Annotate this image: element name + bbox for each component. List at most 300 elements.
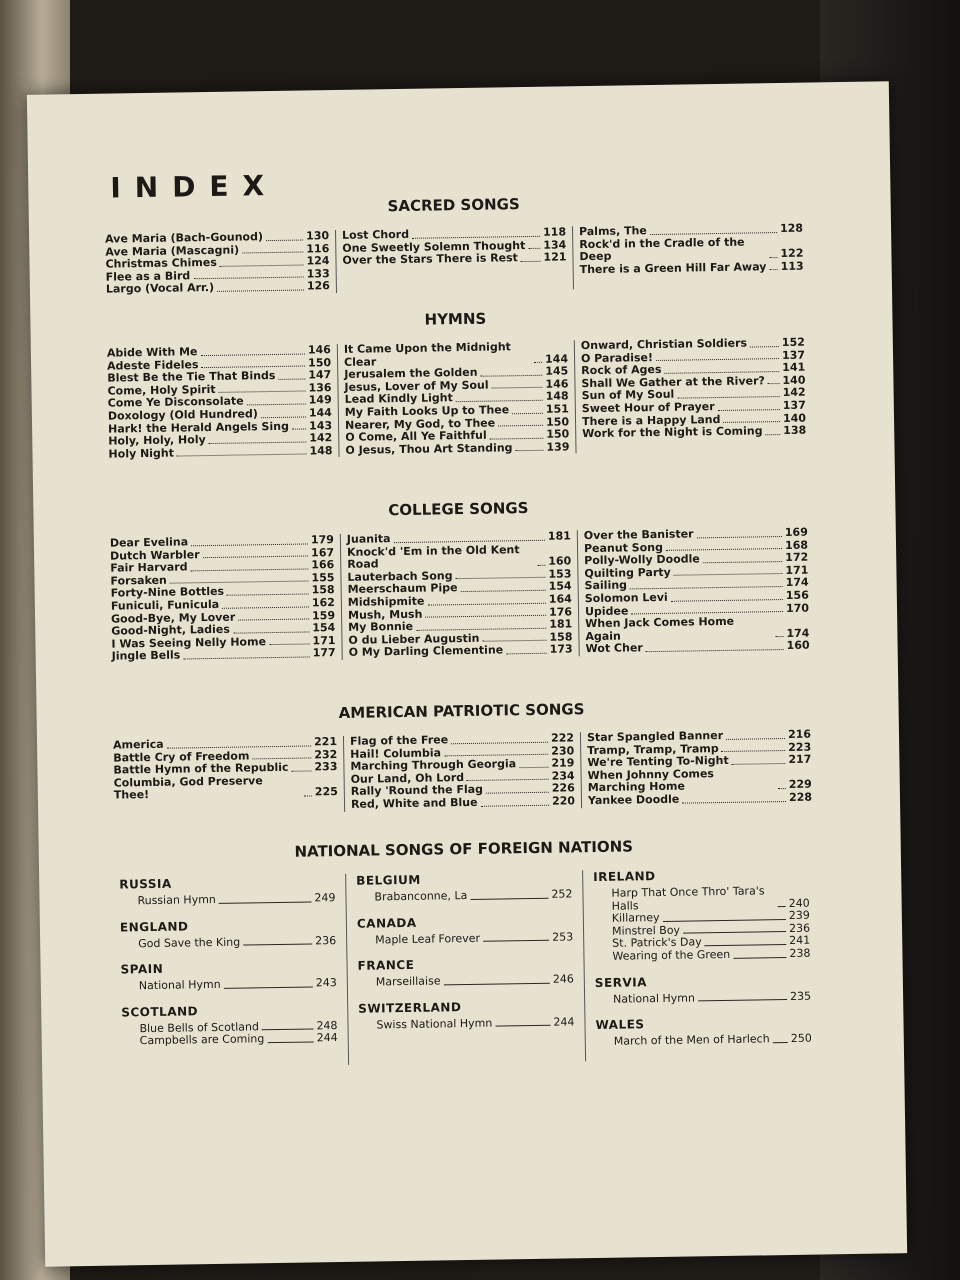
song-title: National Hymn	[138, 978, 221, 993]
dot-leader	[203, 556, 309, 559]
song-title: One Sweetly Solemn Thought	[342, 238, 526, 255]
song-title: Lead Kindly Light	[344, 391, 453, 407]
dot-leader	[170, 581, 309, 584]
section-national-songs-of-foreign-nations	[109, 834, 822, 1068]
page-number: 235	[789, 989, 812, 1003]
page-number: 250	[790, 1031, 812, 1046]
index-entry	[588, 766, 812, 795]
page-number: 217	[788, 752, 812, 767]
song-title: Flee as a Bird	[105, 269, 191, 284]
index-page	[27, 81, 907, 1266]
song-title: Christmas Chimes	[105, 256, 217, 271]
page-number: 133	[306, 266, 330, 281]
song-title: O Jesus, Thou Art Standing	[345, 441, 513, 457]
dot-leader	[778, 906, 786, 907]
page-number: 113	[780, 259, 804, 273]
dot-leader	[486, 792, 549, 794]
dot-leader	[193, 277, 303, 280]
page-number: 134	[543, 237, 567, 252]
song-title: Upidee	[584, 604, 629, 618]
dot-leader	[461, 590, 546, 592]
page-number: 171	[312, 633, 336, 648]
index-entry	[585, 615, 809, 644]
dot-leader	[261, 416, 306, 418]
country-heading: SPAIN	[120, 961, 164, 977]
song-title: Tramp, Tramp, Tramp	[587, 741, 719, 757]
page-number: 221	[313, 735, 338, 749]
country-heading: RUSSIA	[119, 876, 172, 892]
page-number: 152	[781, 335, 805, 350]
dot-leader	[167, 745, 311, 748]
index-entry	[595, 990, 811, 1006]
index-column	[335, 226, 573, 293]
dot-leader	[650, 232, 777, 235]
dot-leader	[191, 568, 309, 571]
dot-leader	[703, 561, 782, 563]
song-title: When Jack Comes Home Again	[585, 614, 735, 643]
index-column	[101, 344, 339, 461]
song-title: Swiss National Hymn	[376, 1016, 493, 1032]
song-title: Holy, Holy, Holy	[108, 433, 206, 448]
country-heading: SCOTLAND	[121, 1004, 199, 1020]
song-title: Abide With Me	[106, 345, 198, 360]
dot-leader	[666, 548, 782, 551]
song-title: O Paradise!	[580, 350, 654, 365]
index-entry	[108, 445, 332, 461]
song-title: O My Darling Clementine	[348, 643, 504, 660]
song-title: Rock of Ages	[581, 363, 662, 378]
song-title: There is a Green Hill Far Away	[579, 260, 767, 276]
index-entry	[112, 647, 336, 663]
dot-leader	[201, 366, 305, 369]
page-number: 172	[785, 550, 809, 565]
index-entry	[358, 974, 574, 990]
section-title: AMERICAN PATRIOTIC SONGS	[338, 700, 585, 723]
section-hymns	[100, 305, 812, 461]
dot-leader	[304, 795, 312, 796]
dot-leader	[495, 1025, 550, 1027]
page-number: 158	[549, 630, 573, 644]
index-entry	[122, 1032, 338, 1048]
song-title: Campbells are Coming	[139, 1032, 265, 1048]
index-column	[107, 736, 344, 815]
song-title: Ave Maria (Mascagni)	[105, 243, 240, 259]
page-number: 138	[783, 423, 807, 438]
song-title: Adeste Fideles	[107, 357, 199, 373]
song-title: Shall We Gather at the River?	[581, 374, 765, 390]
page-number: 174	[785, 575, 809, 590]
dot-leader	[456, 577, 546, 579]
page-number: 166	[311, 558, 335, 572]
page-number: 150	[546, 427, 570, 441]
dot-leader	[209, 441, 307, 444]
song-title: Fair Harvard	[110, 560, 188, 575]
dot-leader	[768, 383, 780, 384]
song-title: Star Spangled Banner	[586, 728, 724, 745]
song-title: Sailing	[584, 578, 628, 593]
dot-leader	[201, 353, 305, 356]
section-title: HYMNS	[424, 309, 487, 329]
page-number: 121	[543, 250, 567, 264]
song-title: Polly-Wolly Doodle	[584, 552, 700, 568]
section-american-patriotic-songs	[106, 697, 818, 816]
country-heading: WALES	[595, 1017, 645, 1033]
dot-leader	[467, 779, 549, 781]
dot-leader	[262, 1029, 314, 1031]
dot-leader	[677, 396, 779, 399]
page-number: 174	[786, 626, 810, 640]
index-entry	[120, 935, 336, 951]
page-number: 222	[550, 731, 575, 745]
page-number: 126	[306, 279, 330, 293]
dot-leader	[775, 636, 783, 637]
page-number: 154	[548, 579, 572, 594]
song-title: O Come, All Ye Faithful	[345, 428, 487, 445]
country-heading: SWITZERLAND	[358, 999, 462, 1016]
section-title: NATIONAL SONGS OF FOREIGN NATIONS	[294, 837, 634, 861]
page-number: 171	[785, 563, 809, 577]
page-number: 226	[551, 781, 575, 796]
dot-leader	[222, 606, 309, 608]
page-number: 236	[788, 921, 811, 935]
page-number: 177	[312, 646, 336, 660]
song-title: Sun of My Soul	[581, 388, 675, 403]
page-number: 216	[787, 727, 812, 741]
country-heading: FRANCE	[357, 958, 415, 973]
song-title: Over the Stars There is Rest	[342, 251, 518, 268]
index-entry	[106, 280, 330, 296]
dot-leader	[770, 257, 778, 258]
dot-leader	[177, 454, 307, 457]
dot-leader	[451, 741, 548, 744]
dot-leader	[492, 387, 543, 389]
index-entry	[596, 1033, 812, 1049]
dot-leader	[470, 897, 548, 899]
page-number: 150	[545, 414, 570, 429]
dot-leader	[512, 412, 543, 413]
nation-block	[356, 870, 572, 904]
page-number: 139	[546, 440, 570, 454]
page-number: 148	[545, 389, 569, 404]
page-number: 169	[784, 525, 808, 539]
page-number: 151	[545, 402, 569, 416]
index-column	[343, 732, 581, 811]
dot-leader	[243, 944, 312, 946]
page-number: 160	[548, 554, 572, 568]
dot-leader	[726, 738, 785, 740]
dot-leader	[519, 767, 548, 768]
page-number: 238	[789, 946, 811, 960]
page-number: 173	[549, 642, 573, 657]
index-column	[340, 530, 579, 660]
song-title: Juanita	[346, 532, 391, 546]
page-number: 220	[551, 794, 576, 808]
song-title: Peanut Song	[583, 540, 664, 555]
song-title: It Came Upon the Midnight Clear	[343, 340, 511, 369]
song-title: Columbia, God Preserve Thee!	[113, 774, 263, 802]
dot-leader	[733, 957, 786, 959]
dot-leader	[732, 763, 786, 765]
song-title: Maple Leaf Forever	[375, 931, 481, 947]
page-number: 137	[781, 348, 806, 362]
song-title: Hail! Columbia	[350, 746, 442, 761]
dot-leader	[427, 602, 545, 605]
index-entry	[349, 644, 573, 660]
dot-leader	[490, 438, 544, 440]
dot-leader	[292, 770, 312, 771]
index-column	[572, 223, 810, 290]
dot-leader	[778, 788, 786, 789]
song-title: Palms, The	[578, 224, 647, 239]
song-title: Wearing of the Green	[612, 947, 731, 963]
dot-leader	[766, 434, 781, 435]
nation-block	[595, 1015, 811, 1049]
song-title: Midshipmite	[347, 594, 425, 609]
nation-block	[593, 867, 810, 964]
dot-leader	[444, 754, 548, 757]
dot-leader	[631, 611, 783, 614]
song-title: Marseillaise	[375, 974, 441, 989]
dot-leader	[242, 252, 303, 254]
song-title: God Save the King	[138, 935, 241, 950]
dot-leader	[217, 289, 304, 291]
song-title: Battle Hymn of the Republic	[113, 761, 289, 777]
page-number: 147	[308, 368, 332, 382]
page-number: 239	[788, 908, 810, 923]
index-entry	[586, 640, 810, 656]
page-number: 144	[308, 406, 332, 420]
song-title: National Hymn	[613, 991, 696, 1006]
song-title: Lauterbach Song	[347, 568, 453, 584]
song-title: Minstrel Boy	[611, 923, 681, 938]
page-number: 146	[545, 377, 569, 391]
song-title: Largo (Vocal Arr.)	[105, 281, 215, 296]
dot-leader	[483, 640, 547, 642]
page-number: 122	[780, 246, 804, 261]
song-title: We're Tenting To-Night	[587, 754, 729, 770]
dot-leader	[394, 539, 545, 542]
song-title: Jingle Bells	[111, 648, 181, 663]
dot-leader	[682, 801, 786, 804]
nation-block	[357, 956, 573, 990]
song-title: Russian Hymn	[137, 892, 216, 908]
song-title: Mush, Mush	[347, 607, 423, 622]
song-title: Marching Through Georgia	[350, 757, 517, 774]
page-number: 230	[551, 743, 575, 758]
page-number: 162	[311, 596, 335, 610]
nation-block	[120, 917, 336, 951]
page-number: 146	[307, 343, 331, 357]
page-number: 140	[782, 411, 807, 425]
page-number: 246	[552, 972, 574, 986]
dot-leader	[292, 429, 306, 430]
index-entry	[579, 235, 803, 264]
song-title: Jerusalem the Golden	[344, 365, 478, 382]
index-entry	[121, 977, 337, 993]
song-title: Dear Evelina	[109, 535, 189, 550]
page-number: 143	[309, 418, 333, 433]
page-number: 249	[314, 891, 336, 905]
song-title: Funiculi, Funicula	[110, 597, 220, 613]
page-number: 150	[308, 355, 332, 370]
page-number: 142	[782, 386, 806, 400]
page-number: 241	[789, 934, 811, 948]
dot-leader	[227, 593, 309, 595]
section-title: COLLEGE SONGS	[388, 499, 529, 520]
dot-leader	[481, 804, 550, 806]
dot-leader	[516, 450, 544, 451]
dot-leader	[278, 378, 305, 379]
song-title: Yankee Doodle	[587, 792, 680, 808]
song-title: My Bonnie	[348, 619, 414, 635]
song-title: O du Lieber Augustin	[348, 631, 480, 647]
page-number: 160	[786, 638, 810, 653]
song-title: Our Land, Oh Lord	[350, 770, 465, 786]
page-number: 167	[311, 545, 335, 560]
page-number: 225	[314, 785, 338, 799]
page-number: 168	[784, 538, 809, 552]
dot-leader	[697, 536, 782, 538]
page-number: 223	[788, 740, 812, 754]
page-number: 141	[782, 360, 806, 375]
song-title: Forsaken	[110, 573, 167, 588]
page-number: 228	[788, 790, 813, 804]
song-title: Come, Holy Spirit	[107, 382, 216, 398]
dot-leader	[656, 358, 779, 361]
song-title: Nearer, My God, to Thee	[344, 416, 496, 432]
page-number: 155	[311, 570, 335, 585]
index-column	[577, 527, 816, 657]
page-number: 136	[308, 380, 332, 395]
song-title: Harp That Once Thro' Tara's Halls	[611, 884, 765, 913]
song-title: March of the Men of Harlech	[613, 1032, 770, 1048]
index-column	[104, 534, 342, 664]
index-entry	[593, 885, 809, 914]
index-entry	[582, 425, 806, 441]
song-title: Battle Cry of Freedom	[113, 749, 250, 765]
page-number: 248	[316, 1018, 338, 1033]
song-title: Dutch Warbler	[109, 547, 200, 563]
page-number: 181	[547, 529, 571, 543]
dot-leader	[252, 758, 311, 760]
country-heading: SERVIA	[594, 974, 648, 990]
index-entry	[358, 1016, 574, 1032]
dot-leader	[498, 425, 543, 427]
song-title: When Johnny Comes Marching Home	[587, 766, 715, 795]
dot-leader	[267, 1041, 313, 1043]
index-entry	[357, 931, 573, 947]
page-number: 236	[315, 933, 337, 948]
song-title: Holy Night	[108, 446, 175, 461]
index-column	[574, 337, 813, 454]
dot-leader	[537, 565, 545, 566]
index-column	[582, 866, 822, 1060]
page-number: 154	[312, 621, 336, 635]
dot-leader	[191, 543, 308, 546]
page-number: 140	[782, 373, 806, 387]
dot-leader	[183, 656, 309, 659]
dot-leader	[534, 362, 542, 363]
dot-leader	[266, 239, 303, 241]
nation-block	[121, 1002, 338, 1049]
page-number: 153	[548, 567, 572, 581]
country-heading: ENGLAND	[119, 919, 189, 935]
song-title: Good-Bye, My Lover	[110, 610, 236, 626]
song-title: Over the Banister	[583, 527, 694, 543]
song-title: Doxology (Old Hundred)	[107, 407, 258, 423]
nation-block	[119, 874, 335, 908]
index-entry	[588, 792, 812, 808]
index-entry	[114, 774, 338, 803]
song-title: Jesus, Lover of My Soul	[344, 378, 489, 394]
song-title: Rally 'Round the Flag	[350, 783, 484, 799]
country-heading: CANADA	[356, 915, 417, 931]
page-number: 145	[545, 364, 569, 378]
dot-leader	[224, 986, 313, 988]
index-entry	[356, 888, 572, 904]
page-number: 234	[551, 769, 575, 783]
section-sacred-songs	[99, 191, 810, 297]
song-title: Flag of the Free	[349, 733, 449, 748]
page-number: 142	[309, 431, 333, 445]
dot-leader	[412, 235, 540, 238]
dot-leader	[528, 248, 540, 249]
index-column	[337, 340, 576, 457]
page-title: INDEX	[110, 168, 279, 205]
page-number: 170	[785, 601, 810, 615]
song-title: America	[112, 737, 164, 752]
dot-leader	[247, 403, 306, 405]
song-title: I Was Seeing Nelly Home	[111, 634, 267, 651]
page-number: 252	[551, 887, 573, 901]
dot-leader	[683, 931, 786, 934]
country-heading: BELGIUM	[356, 872, 421, 888]
section-college-songs	[103, 495, 815, 664]
dot-leader	[724, 421, 781, 423]
dot-leader	[521, 261, 541, 262]
dot-leader	[646, 649, 784, 652]
song-title: Good-Night, Ladies	[111, 622, 230, 638]
page-number: 181	[549, 617, 573, 631]
index-entry	[347, 543, 571, 572]
country-heading: IRELAND	[593, 869, 656, 885]
page-number: 159	[311, 608, 336, 622]
song-title: Hark! the Herald Angels Sing	[108, 419, 289, 436]
dot-leader	[220, 264, 304, 266]
page-number: 244	[553, 1015, 575, 1029]
page-number: 243	[315, 976, 337, 990]
song-title: Forty-Nine Bottles	[110, 585, 225, 600]
page-number: 116	[306, 241, 330, 256]
song-title: Sweet Hour of Prayer	[581, 400, 715, 416]
song-title: Solomon Levi	[584, 590, 668, 606]
page-number: 232	[314, 747, 338, 762]
page-number: 253	[552, 929, 574, 944]
page-number: 137	[782, 398, 806, 412]
song-title: Come Ye Disconsolate	[107, 394, 244, 410]
index-column	[345, 870, 585, 1064]
dot-leader	[444, 983, 550, 986]
song-title: Quilting Party	[584, 565, 671, 580]
song-title: Work for the Night is Coming	[582, 424, 763, 441]
page-number: 179	[310, 533, 334, 547]
song-title: St. Patrick's Day	[612, 935, 702, 951]
page-number: 233	[314, 760, 338, 774]
page-number: 118	[542, 225, 567, 239]
page-number: 144	[544, 351, 569, 366]
index-column	[580, 729, 818, 808]
dot-leader	[773, 1042, 788, 1043]
